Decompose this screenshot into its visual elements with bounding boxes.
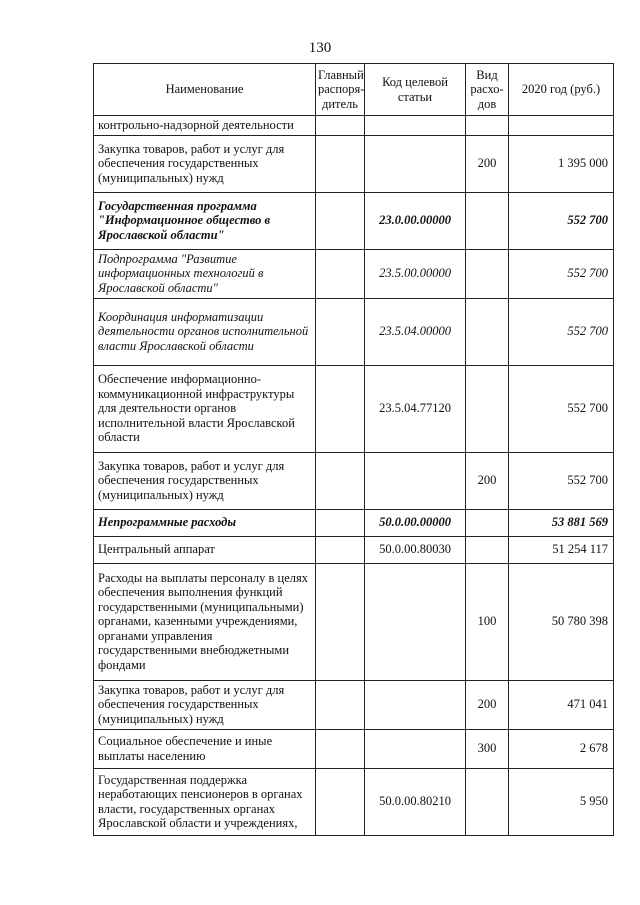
row-name: Подпрограмма "Развитие информационных технологий в Ярославской области" — [94, 249, 316, 298]
row-admin — [316, 680, 365, 729]
row-code: 50.0.00.00000 — [365, 509, 466, 536]
row-code — [365, 116, 466, 136]
row-name: Государственная программа "Информационное общество в Ярославской области" — [94, 192, 316, 249]
row-code: 23.5.04.00000 — [365, 298, 466, 365]
row-code — [365, 452, 466, 509]
row-kind — [466, 768, 509, 835]
table-row — [94, 452, 614, 509]
row-amount: 50 780 398 — [509, 563, 614, 680]
budget-table — [93, 63, 614, 836]
row-amount: 5 950 — [509, 768, 614, 835]
table-row — [94, 768, 614, 835]
row-admin — [316, 249, 365, 298]
row-kind — [466, 192, 509, 249]
row-kind: 300 — [466, 729, 509, 768]
row-amount: 51 254 117 — [509, 536, 614, 563]
table-row — [94, 680, 614, 729]
row-kind: 100 — [466, 563, 509, 680]
table-row — [94, 298, 614, 365]
row-code: 23.0.00.00000 — [365, 192, 466, 249]
row-name: Социальное обеспечение и иные выплаты населению — [94, 729, 316, 768]
table-row — [94, 365, 614, 452]
row-code: 23.5.00.00000 — [365, 249, 466, 298]
header-kind: Вид расхо-дов — [466, 64, 509, 116]
row-code: 23.5.04.77120 — [365, 365, 466, 452]
row-kind: 200 — [466, 452, 509, 509]
row-admin — [316, 563, 365, 680]
row-name: Центральный аппарат — [94, 536, 316, 563]
row-amount: 1 395 000 — [509, 135, 614, 192]
row-admin — [316, 509, 365, 536]
row-kind: 200 — [466, 680, 509, 729]
table-row — [94, 729, 614, 768]
row-code: 50.0.00.80030 — [365, 536, 466, 563]
row-name: Закупка товаров, работ и услуг для обеспечения государственных (муниципальных) нужд — [94, 135, 316, 192]
row-amount: 552 700 — [509, 298, 614, 365]
row-amount: 552 700 — [509, 452, 614, 509]
row-amount: 552 700 — [509, 249, 614, 298]
header-code: Код целевой статьи — [365, 64, 466, 116]
row-amount: 53 881 569 — [509, 509, 614, 536]
row-kind: 200 — [466, 135, 509, 192]
row-name: Обеспечение информационно-коммуникационной инфраструктуры для деятельности органов исполнительной власти Ярославской области — [94, 365, 316, 452]
row-kind — [466, 249, 509, 298]
header-admin: Главный распоря-дитель — [316, 64, 365, 116]
row-code — [365, 729, 466, 768]
row-admin — [316, 135, 365, 192]
row-amount: 552 700 — [509, 365, 614, 452]
table-body — [94, 116, 614, 836]
row-name: контрольно-надзорной деятельности — [94, 116, 316, 136]
table-row — [94, 509, 614, 536]
table-row — [94, 249, 614, 298]
row-name: Координация информатизации деятельности органов исполнительной власти Ярославской области — [94, 298, 316, 365]
row-admin — [316, 298, 365, 365]
row-kind — [466, 536, 509, 563]
row-admin — [316, 116, 365, 136]
row-kind — [466, 365, 509, 452]
row-admin — [316, 365, 365, 452]
page-number: 130 — [308, 40, 332, 56]
row-admin — [316, 192, 365, 249]
row-kind — [466, 298, 509, 365]
row-amount: 471 041 — [509, 680, 614, 729]
table-row — [94, 135, 614, 192]
row-admin — [316, 768, 365, 835]
row-amount: 552 700 — [509, 192, 614, 249]
row-name: Закупка товаров, работ и услуг для обеспечения государственных (муниципальных) нужд — [94, 680, 316, 729]
row-name: Непрограммные расходы — [94, 509, 316, 536]
row-kind — [466, 116, 509, 136]
row-code — [365, 563, 466, 680]
row-admin — [316, 536, 365, 563]
table-row — [94, 536, 614, 563]
row-amount — [509, 116, 614, 136]
row-kind — [466, 509, 509, 536]
header-name: Наименование — [94, 64, 316, 116]
row-name: Расходы на выплаты персоналу в целях обеспечения выполнения функций государственными (муниципальными) органами, казенными учреждениями, органами управления государственными внебюджетными фондами — [94, 563, 316, 680]
row-name: Государственная поддержка неработающих пенсионеров в органах власти, государственных органах Ярославской области и учреждениях, — [94, 768, 316, 835]
table-header-row — [94, 64, 614, 116]
row-admin — [316, 452, 365, 509]
table-row — [94, 192, 614, 249]
row-amount: 2 678 — [509, 729, 614, 768]
header-amount: 2020 год (руб.) — [509, 64, 614, 116]
row-code — [365, 135, 466, 192]
table-row — [94, 116, 614, 136]
row-admin — [316, 729, 365, 768]
row-name: Закупка товаров, работ и услуг для обеспечения государственных (муниципальных) нужд — [94, 452, 316, 509]
table-row — [94, 563, 614, 680]
row-code: 50.0.00.80210 — [365, 768, 466, 835]
row-code — [365, 680, 466, 729]
